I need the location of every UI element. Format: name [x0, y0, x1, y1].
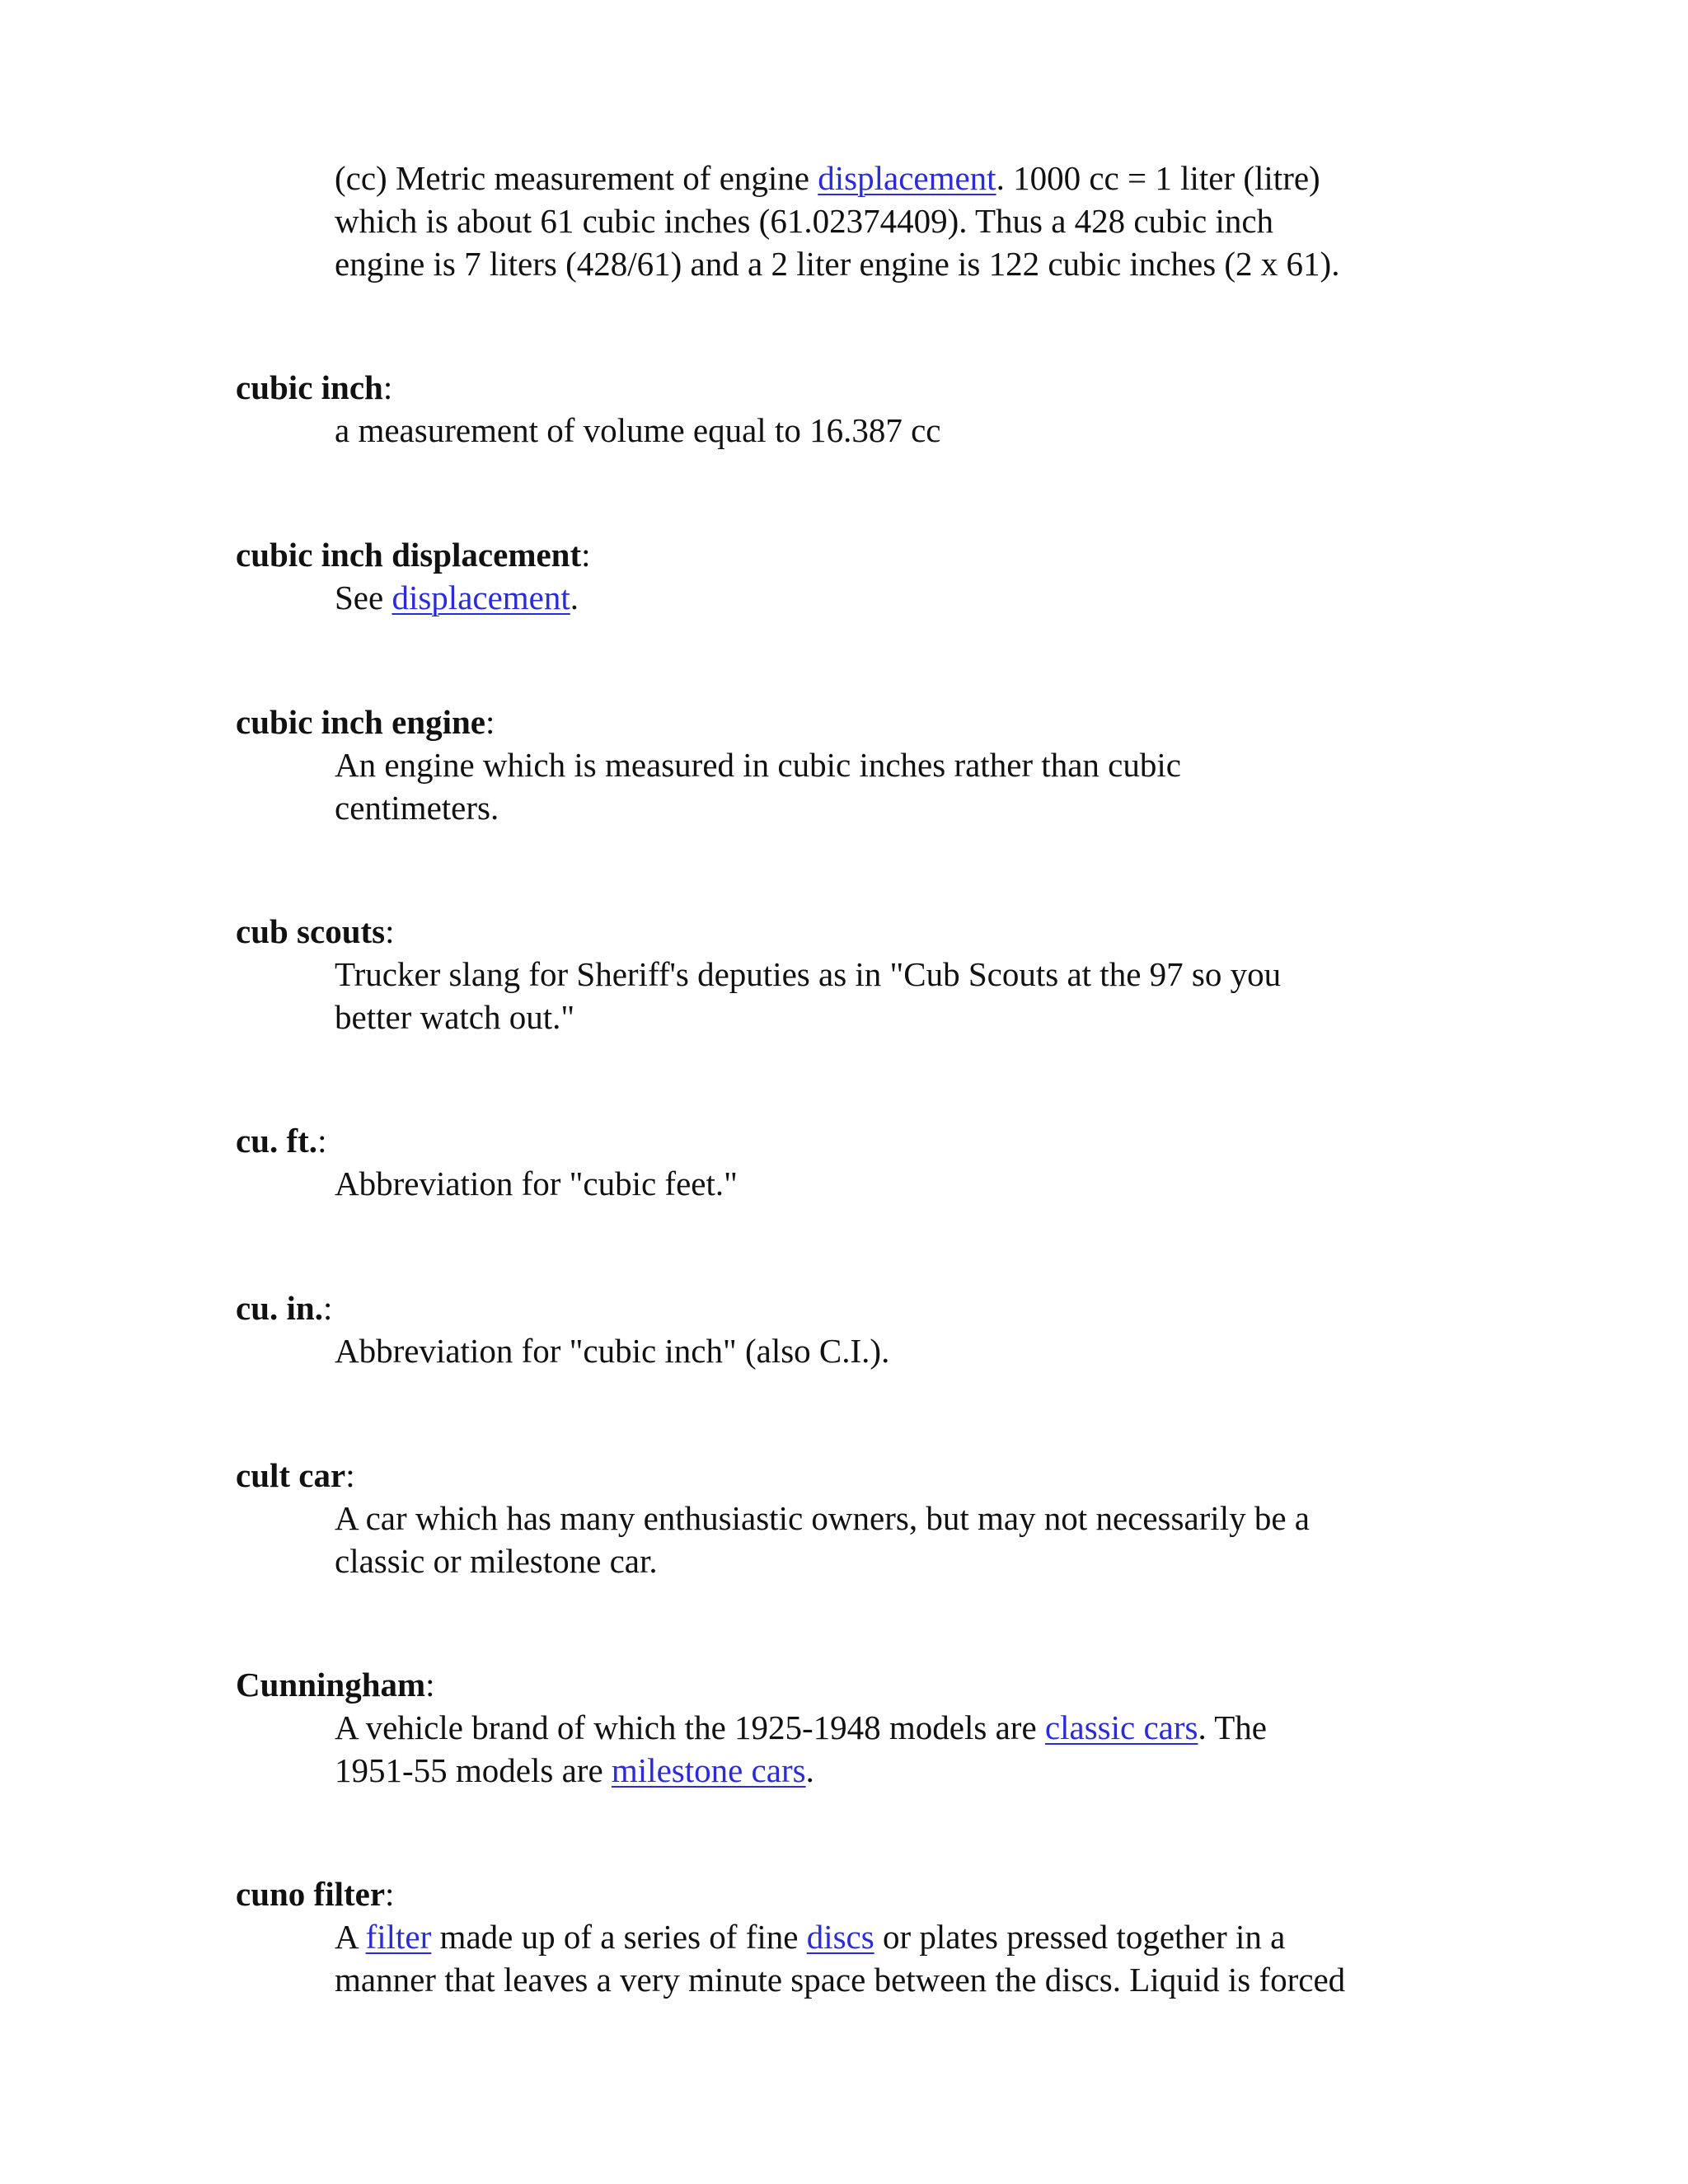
- link-displacement[interactable]: displacement: [392, 579, 570, 616]
- definition: [335, 1329, 1489, 1372]
- definition-line: [335, 1749, 1489, 1792]
- glossary-entry-cu-in: [236, 1286, 1489, 1372]
- term: cub scouts: [236, 912, 386, 950]
- definition-text: Trucker slang for Sheriff's deputies as in "Cub Scouts at the 97 so you: [335, 955, 1282, 993]
- term-line: [236, 910, 1489, 953]
- term-line: [236, 1286, 1489, 1329]
- definition-text: better watch out.": [335, 998, 575, 1036]
- term: cuno filter: [236, 1875, 386, 1913]
- definition: [335, 1915, 1489, 2001]
- definition-line: [335, 1540, 1489, 1582]
- glossary-entry-cubic-inch: [236, 366, 1489, 452]
- term-colon: :: [382, 368, 393, 406]
- term-line: [236, 1663, 1489, 1706]
- term-colon: :: [425, 1666, 435, 1704]
- definition-text: .: [570, 579, 579, 616]
- term: cult car: [236, 1456, 346, 1494]
- definition-line: [335, 1497, 1489, 1540]
- definition: [335, 409, 1489, 452]
- glossary-entry-cc: [236, 157, 1489, 285]
- definition-text: manner that leaves a very minute space between the discs. Liquid is forced: [335, 1961, 1346, 1999]
- term: cubic inch: [236, 368, 383, 406]
- link-filter[interactable]: filter: [365, 1918, 432, 1956]
- definition-line: [335, 576, 1489, 619]
- term: cubic inch displacement: [236, 536, 582, 574]
- term: cu. in.: [236, 1289, 323, 1327]
- definition-line: [335, 409, 1489, 452]
- definition-line: [335, 786, 1489, 829]
- definition-text: or plates pressed together in a: [874, 1918, 1286, 1956]
- definition: [335, 953, 1489, 1038]
- term-colon: :: [485, 703, 495, 741]
- term: cubic inch engine: [236, 703, 485, 741]
- term-line: [236, 701, 1489, 743]
- definition-line: [335, 1162, 1489, 1205]
- term: cu. ft.: [236, 1122, 318, 1160]
- definition-text: Abbreviation for "cubic inch" (also C.I.).: [335, 1332, 890, 1370]
- definition-text: .: [805, 1751, 814, 1789]
- definition-text: See: [335, 579, 392, 616]
- definition-text: centimeters.: [335, 789, 499, 827]
- definition-text: . 1000 cc = 1 liter (litre): [996, 159, 1320, 197]
- glossary-entry-cult-car: [236, 1454, 1489, 1582]
- glossary-entry-cubic-inch-engine: [236, 701, 1489, 829]
- link-classic-cars[interactable]: classic cars: [1044, 1708, 1198, 1746]
- definition-line: [335, 996, 1489, 1038]
- definition-text: made up of a series of fine: [431, 1918, 807, 1956]
- term-line: [236, 1119, 1489, 1162]
- definition-text: which is about 61 cubic inches (61.02374409). Thus a 428 cubic inch: [335, 202, 1274, 240]
- definition-text: classic or milestone car.: [335, 1542, 658, 1580]
- term-line: [236, 1454, 1489, 1497]
- definition: [335, 576, 1489, 619]
- glossary-entry-cub-scouts: [236, 910, 1489, 1038]
- term-colon: :: [581, 536, 591, 574]
- definition-line: [335, 242, 1489, 285]
- term-line: [236, 533, 1489, 576]
- glossary-entry-cubic-inch-displacement: [236, 533, 1489, 619]
- link-milestone-cars[interactable]: milestone cars: [611, 1751, 806, 1789]
- definition-text: . The: [1198, 1708, 1267, 1746]
- definition-text: A car which has many enthusiastic owners, but may not necessarily be a: [335, 1499, 1310, 1537]
- term-line: [236, 1872, 1489, 1915]
- term-colon: :: [322, 1289, 333, 1327]
- glossary-entry-cu-ft: [236, 1119, 1489, 1205]
- definition-text: Abbreviation for "cubic feet.": [335, 1165, 738, 1202]
- definition-line: [335, 1706, 1489, 1749]
- term-colon: :: [385, 1875, 395, 1913]
- definition: [335, 1706, 1489, 1792]
- definition: [335, 157, 1489, 285]
- term-line: [236, 366, 1489, 409]
- definition-text: a measurement of volume equal to 16.387 cc: [335, 411, 941, 449]
- definition-line: [335, 743, 1489, 786]
- definition-line: [335, 1329, 1489, 1372]
- definition-text: An engine which is measured in cubic inches rather than cubic: [335, 746, 1181, 784]
- definition-line: [335, 1915, 1489, 1958]
- definition-text: 1951-55 models are: [335, 1751, 612, 1789]
- definition: [335, 1497, 1489, 1582]
- term-colon: :: [385, 912, 395, 950]
- term-colon: :: [317, 1122, 327, 1160]
- link-discs[interactable]: discs: [806, 1918, 874, 1956]
- glossary-entry-cunningham: [236, 1663, 1489, 1792]
- definition-line: [335, 157, 1489, 199]
- glossary-entry-cuno-filter: [236, 1872, 1489, 2001]
- term: Cunningham: [236, 1666, 426, 1704]
- definition-text: engine is 7 liters (428/61) and a 2 liter engine is 122 cubic inches (2 x 61).: [335, 245, 1340, 283]
- definition-line: [335, 953, 1489, 996]
- definition: [335, 1162, 1489, 1205]
- definition-text: A vehicle brand of which the 1925-1948 models are: [335, 1708, 1045, 1746]
- term-colon: :: [345, 1456, 355, 1494]
- link-displacement[interactable]: displacement: [818, 159, 996, 197]
- definition-line: [335, 1958, 1489, 2001]
- definition-text: (cc) Metric measurement of engine: [335, 159, 818, 197]
- definition: [335, 743, 1489, 829]
- definition-line: [335, 199, 1489, 242]
- definition-text: A: [335, 1918, 366, 1956]
